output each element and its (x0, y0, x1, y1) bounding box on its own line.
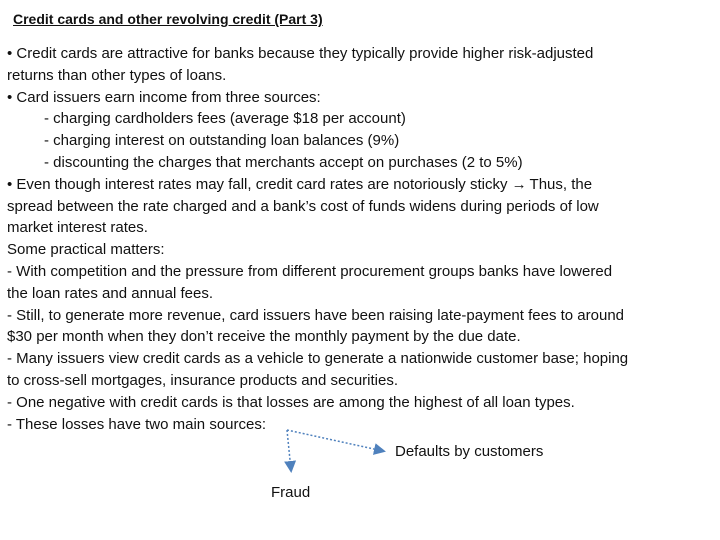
fraud-label: Fraud (271, 484, 311, 501)
body-line: - Still, to generate more revenue, card issuers have been raising late-payment fees to around (7, 306, 625, 324)
body-line: $30 per month when they don’t receive the monthly payment by the due date. (7, 328, 521, 346)
defaults-label: Defaults by customers (395, 443, 544, 460)
right-arrow-icon: → (511, 175, 527, 193)
body-line: - Many issuers view credit cards as a vehicle to generate a nationwide customer base; hoping (7, 350, 629, 368)
arrow-to-defaults (287, 430, 383, 451)
body-line: - charging cardholders fees (average $18 per account) (44, 110, 406, 128)
body-line: spread between the rate charged and a bank’s cost of funds widens during periods of low (7, 197, 599, 215)
body-line: market interest rates. (7, 219, 148, 237)
body-line: - discounting the charges that merchants accept on purchases (2 to 5%) (44, 153, 523, 171)
body-line: • Card issuers earn income from three sources: (7, 88, 321, 106)
arrow-to-fraud (287, 430, 291, 470)
body-line-part: Thus, the (525, 175, 593, 193)
slide-title: Credit cards and other revolving credit (Part 3) (13, 11, 323, 27)
body-line: - charging interest on outstanding loan balances (9%) (44, 132, 400, 150)
body-line: • Credit cards are attractive for banks because they typically provide higher risk-adjusted (7, 45, 594, 62)
body-line: returns than other types of loans. (7, 66, 227, 84)
body-line: to cross-sell mortgages, insurance products and securities. (7, 371, 399, 389)
body-line: Some practical matters: (7, 241, 165, 259)
body-line: - One negative with credit cards is that losses are among the highest of all loan types. (7, 393, 575, 411)
body-line: the loan rates and annual fees. (7, 284, 213, 302)
body-line: - With competition and the pressure from different procurement groups banks have lowered (7, 262, 613, 280)
body-line: - These losses have two main sources: (7, 415, 267, 433)
body-line-part: • Even though interest rates may fall, credit card rates are notoriously sticky (7, 175, 512, 193)
